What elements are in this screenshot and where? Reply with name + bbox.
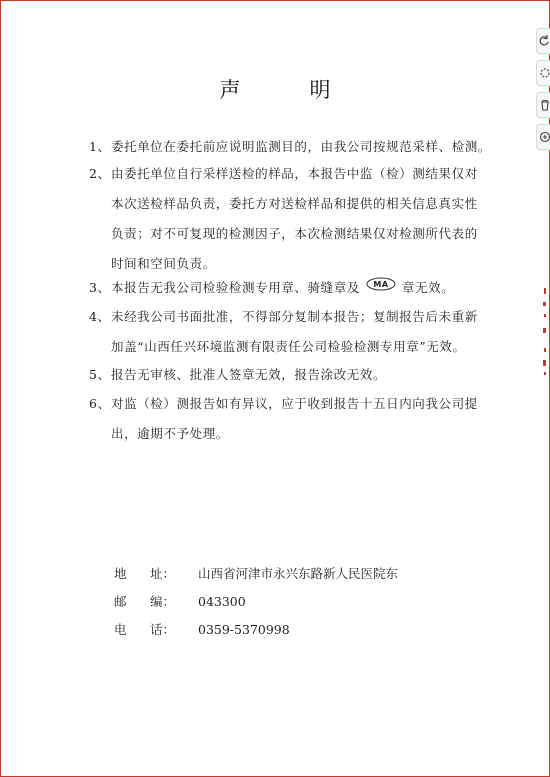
item-text: 报告无审核、批准人签章无效，报告涂改无效。 [111,367,387,382]
item-number: 4、 [89,309,111,324]
zoom-in-icon[interactable] [536,124,550,150]
item-text: 由委托单位自行采样送检的样品，本报告中监（检）测结果仅对 [111,166,478,181]
seam-seal-mark-icon [542,288,548,380]
svg-text:MA: MA [373,279,389,289]
statement-item-4 [89,302,478,362]
item-text: 本报告无我公司检验检测专用章、骑缝章及 [111,280,360,295]
statement-item-1 [89,132,491,162]
side-toolbar [536,28,550,150]
contact-value: 山西省河津市永兴东路新人民医院东 [198,566,399,581]
document-title: 声 明 [219,78,355,102]
circle-icon[interactable] [536,60,550,86]
statement-item-3 [89,273,469,303]
item-text: 委托单位在委托前应说明监测目的，由我公司按规范采样、检测。 [111,139,491,154]
item-text-cont: 负责；对不可复现的检测因子，本次检测结果仅对检测所代表的 [111,226,478,241]
rotate-icon[interactable] [536,28,550,54]
statement-item-6 [89,389,478,449]
item-text-cont: 本次送检样品负责，委托方对送检样品和提供的相关信息真实性 [111,196,478,211]
item-number: 6、 [89,396,111,411]
cma-mark-icon [366,272,396,302]
item-number: 5、 [89,367,111,382]
item-text: 对监（检）测报告如有异议，应于收到报告十五日内向我公司提 [111,396,478,411]
item-number: 2、 [89,166,111,181]
item-text: 未经我公司书面批准，不得部分复制本报告；复制报告后未重新 [111,309,478,324]
contact-value: 0359-5370998 [198,622,290,637]
item-text-cont: 出，逾期不予处理。 [111,426,229,441]
contact-value: 043300 [198,594,246,609]
item-number: 3、 [89,280,111,295]
item-text-cont: 时间和空间负责。 [111,256,216,271]
statement-item-2 [89,159,478,279]
item-number: 1、 [89,139,111,154]
statement-item-5 [89,360,469,390]
item-text-cont: 加盖“山西任兴环境监测有限责任公司检验检测专用章”无效。 [111,339,466,354]
item-text: 章无效。 [401,280,455,295]
trash-icon[interactable] [536,92,550,118]
